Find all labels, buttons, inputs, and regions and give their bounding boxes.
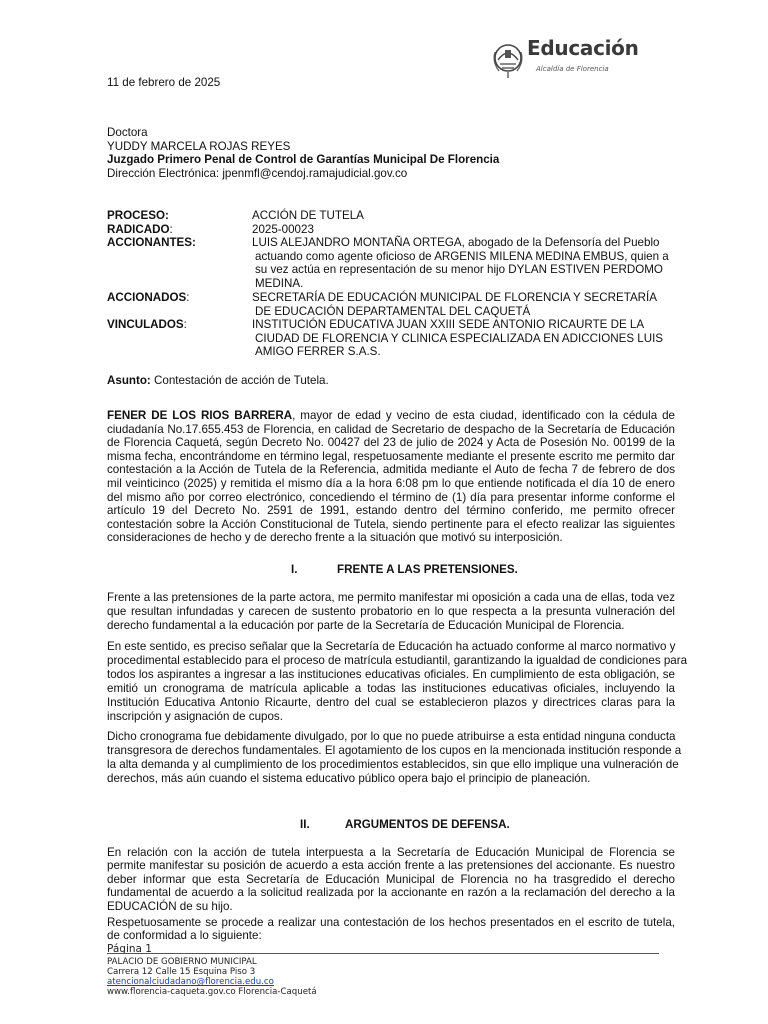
letter-date: 11 de febrero de 2025 xyxy=(107,76,221,89)
section-2-numeral: II. xyxy=(300,818,310,831)
paragraph-line: derecho fundamental a la educación por parte de la Secretaría de Educación Municipal de Florencia. xyxy=(107,619,625,632)
paragraph-line: todos los aspirantes a ingresar a las instituciones educativas oficiales. En cumplimiento de esta obligación, se xyxy=(107,668,675,681)
paragraph-line: que resultan infundadas y carecen de sustento probatorio en lo que respecta a la presunta vulneración del xyxy=(107,605,675,618)
footer-website: www.florencia-caqueta.gov.co Florencia-Caquetá xyxy=(107,987,317,997)
paragraph-line: emitió un cronograma de matrícula aplicable a todas las instituciones educativas oficiales, incluyendo la xyxy=(107,682,675,695)
footer-street: Carrera 12 Calle 15 Esquina Piso 3 xyxy=(107,967,256,977)
intro-line: del mismo año por correo electrónico, concediendo el término de (1) día para presentar informe conforme el xyxy=(107,490,675,504)
paragraph-line: fundamental de acuerdo a la solicitud realizada por la accionante en razón a la reclamación del derecho a la xyxy=(107,886,675,900)
intro-line: misma fecha, encontrándome en término legal, respetuosamente mediante el presente escrito me permito dar xyxy=(107,449,675,463)
accionados-line: SECRETARÍA DE EDUCACIÓN MUNICIPAL DE FLORENCIA Y SECRETARÍA xyxy=(252,291,658,304)
accionados-line: DE EDUCACIÓN DEPARTAMENTAL DEL CAQUETÁ xyxy=(255,304,531,318)
radicado-colon: : xyxy=(169,223,173,236)
vinculados-colon: : xyxy=(183,318,187,331)
education-logo xyxy=(490,36,660,82)
paragraph-line: Frente a las pretensiones de la parte actora, me permito manifestar mi oposición a cada una de ellas, toda vez xyxy=(107,591,675,604)
intro-line: de Florencia Caquetá, según Decreto No. 00427 del 23 de julio de 2024 y Acta de Posesión No. 00199 de la xyxy=(107,436,675,450)
paragraph-line: EDUCACIÓN de su hijo. xyxy=(107,899,233,913)
accionantes-line: LUIS ALEJANDRO MONTAÑA ORTEGA, abogado de la Defensoría del Pueblo xyxy=(252,236,660,249)
accionantes-line: MEDINA. xyxy=(255,276,304,290)
paragraph-line: transgresora de derechos fundamentales. El agotamiento de los cupos en la mencionada institución responde a xyxy=(107,744,682,757)
radicado-value: 2025-00023 xyxy=(252,223,314,236)
section-1-numeral: I. xyxy=(291,563,298,576)
vinculados-line: CIUDAD DE FLORENCIA Y CLINICA ESPECIALIZADA EN ADICCIONES LUIS xyxy=(255,331,664,345)
paragraph-line: procedimental establecido para el proceso de matrícula estudiantil, garantizando la igualdad de condiciones para xyxy=(107,654,688,667)
asunto xyxy=(107,374,329,388)
accionantes-line: su vez actúa en representación de su menor hijo DYLAN ESTIVEN PERDOMO xyxy=(255,263,663,277)
paragraph-line: de conformidad a lo siguiente: xyxy=(107,929,262,943)
accionantes-line: actuando como agente oficioso de ARGENIS MILENA MEDINA EMBUS, quien a xyxy=(255,249,669,263)
footer-address-block xyxy=(107,957,317,997)
paragraph-line: En relación con la acción de tutela interpuesta a la Secretaría de Educación Municipal de Florencia se xyxy=(107,846,675,859)
paragraph-line: derechos, más aún cuando el sistema educativo público opera bajo el principio de planeación. xyxy=(107,772,591,785)
recipient-email: Dirección Electrónica: jpenmfl@cendoj.ramajudicial.gov.co xyxy=(107,166,408,180)
section-1-title: FRENTE A LAS PRETENSIONES. xyxy=(337,563,518,576)
paragraph-line: Respetuosamente se procede a realizar una contestación de los hechos presentados en el escrito de tutela, xyxy=(107,916,675,929)
intro-line: contestación a la Acción de Tutela de la Referencia, admitida mediante el Auto de fecha 7 de febrero de dos xyxy=(107,463,675,477)
asunto-text: Contestación de acción de Tutela. xyxy=(150,374,329,387)
paragraph-line: la alta demanda y al cumplimiento de los procedimientos establecidos, sin que ello implique una vulneración de xyxy=(107,758,679,771)
section-1-paragraph-3 xyxy=(107,730,682,786)
section-2-paragraph-1 xyxy=(107,846,675,913)
proceso-label: PROCESO: xyxy=(107,209,169,222)
paragraph-line: permite manifestar su posición de acuerdo a esta acción frente a las pretensiones del accionante. Es nuestro xyxy=(107,859,675,873)
radicado-label: RADICADO xyxy=(107,223,170,236)
logo-subtitle: Alcaldía de Florencia xyxy=(536,65,609,73)
vinculados-label: VINCULADOS xyxy=(107,318,184,331)
paragraph-line: deber informar que esta Secretaría de Educación Municipal de Florencia no ha trasgredido el derecho xyxy=(107,872,675,886)
intro-line: artículo 19 del Decreto No. 2591 de 1991, estando dentro del término conferido, me permito ofrecer xyxy=(107,504,675,518)
recipient-court: Juzgado Primero Penal de Control de Garantías Municipal De Florencia xyxy=(107,153,500,167)
intro-line: ciudadanía No.17.655.453 de Florencia, en calidad de Secretario de despacho de la Secretaría de Educación xyxy=(107,422,675,436)
section-1-paragraph-2 xyxy=(107,640,688,724)
section-2-title: ARGUMENTOS DE DEFENSA. xyxy=(345,818,510,831)
logo-word: Educación xyxy=(527,36,639,60)
intro-paragraph xyxy=(107,409,675,545)
section-1-paragraph-1 xyxy=(107,591,675,633)
footer-email-link[interactable]: atencionalciudadano@florencia.edu.co xyxy=(107,977,274,987)
recipient-block xyxy=(107,126,499,180)
accionados-label: ACCIONADOS xyxy=(107,291,187,304)
paragraph-line: inscripción y asignación de cupos. xyxy=(107,710,283,723)
asunto-label: Asunto: xyxy=(107,374,151,387)
section-2-paragraph-2 xyxy=(107,916,675,943)
footer-divider xyxy=(107,953,659,954)
proceso-value: ACCIÓN DE TUTELA xyxy=(252,209,364,222)
paragraph-line: Institución Educativa Antonio Ricaurte, dentro del cual se establecieron plazos y directrices claras para la xyxy=(107,696,675,709)
accionados-colon: : xyxy=(186,291,190,304)
recipient-name: YUDDY MARCELA ROJAS REYES xyxy=(107,139,291,153)
crest-icon xyxy=(490,40,526,80)
signer-name: FENER DE LOS RIOS BARRERA xyxy=(107,409,293,422)
footer-building: PALACIO DE GOBIERNO MUNICIPAL xyxy=(107,957,257,967)
paragraph-line: En este sentido, es preciso señalar que la Secretaría de Educación ha actuado conforme al marco normativo y xyxy=(107,640,676,653)
footer-page-number: Página 1 xyxy=(107,943,152,955)
vinculados-line: INSTITUCIÓN EDUCATIVA JUAN XXIII SEDE ANTONIO RICAURTE DE LA xyxy=(252,318,645,331)
intro-line: , mayor de edad y vecino de esta ciudad, identificado con la cédula de xyxy=(292,409,675,422)
recipient-title: Doctora xyxy=(107,126,148,139)
paragraph-line: Dicho cronograma fue debidamente divulgado, por lo que no puede atribuirse a esta entidad ninguna conducta xyxy=(107,730,676,743)
intro-line: contestación sobre la Acción Constitucional de Tutela, siendo pertinente para el efecto realizar las siguientes xyxy=(107,517,675,531)
intro-line: consideraciones de hecho y de derecho frente a la situación que motivó su interposición. xyxy=(107,531,563,545)
accionantes-label: ACCIONANTES: xyxy=(107,236,196,249)
vinculados-line: AMIGO FERRER S.A.S. xyxy=(255,345,381,359)
intro-line: mil veinticinco (2025) y remitida el mismo día a la hora 6:08 pm lo que entiende notificada el día 10 de enero xyxy=(107,476,675,490)
